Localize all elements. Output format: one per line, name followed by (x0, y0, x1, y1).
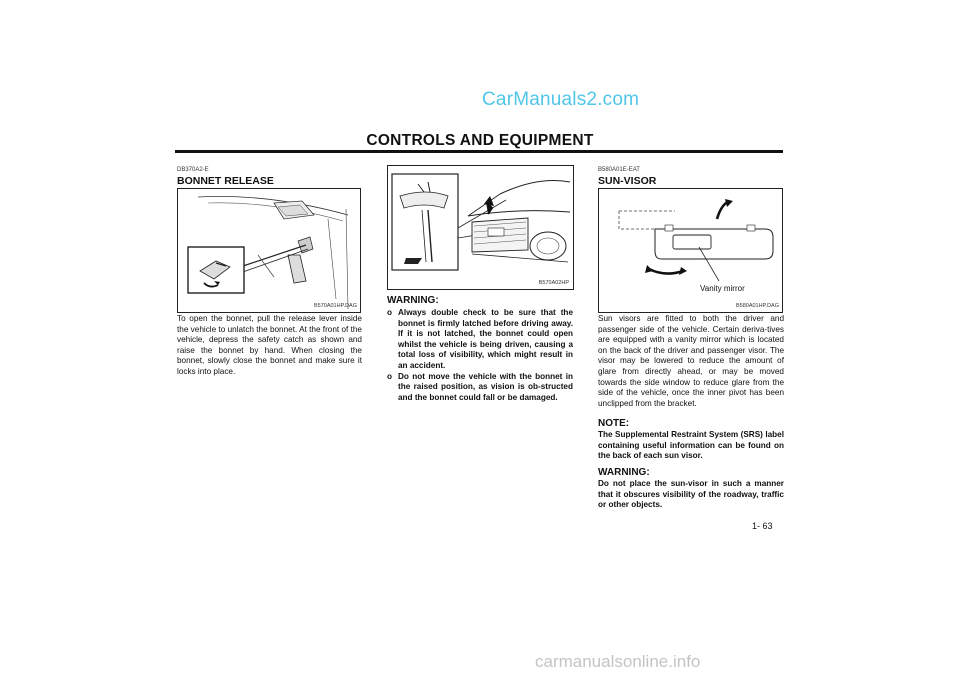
page-number: 1- 63 (752, 521, 773, 531)
bonnet-safety-catch-illustration (388, 166, 573, 289)
sun-visor-illustration (599, 189, 782, 312)
bonnet-release-lever-illustration (178, 189, 360, 312)
sun-visor-figure (598, 188, 783, 313)
bonnet-release-lever-figure (177, 188, 361, 313)
warning-item-text: Do not move the vehicle with the bonnet in the raised position, as vision is ob-structed and the bonnet could fall or be damaged. (398, 371, 573, 402)
warning-text-sun-visor: Do not place the sun-visor in such a manner that it obscures visibility of the roadway, traffic or other objects. (598, 479, 784, 510)
bonnet-release-body: To open the bonnet, pull the release lever inside the vehicle to unlatch the bonnet. At the front of the vehicle, depress the safety catch as shown and raise the bonnet by hand. When closing the bonnet, slowly close the bonnet and make sure it locks into place. (177, 314, 362, 376)
header-rule (175, 150, 783, 153)
vanity-mirror-label: Vanity mirror (700, 284, 745, 293)
warning-list-bonnet (387, 308, 573, 403)
figure-caption-sun-visor: B580A01HP.DAG (735, 303, 779, 309)
figure-caption-bonnet-catch: B570A02HP (538, 280, 569, 286)
bullet-marker: o (387, 308, 393, 317)
warning-item-text: Always double check to be sure that the bonnet is firmly latched before driving away. If it is not latched, the bonnet could open whilst the vehicle is being driven, causing a total loss of visibility, which might result in an accident. (398, 308, 573, 370)
note-title: NOTE: (598, 418, 630, 429)
warning-item (387, 372, 573, 404)
section-title-sun-visor: SUN-VISOR (598, 175, 657, 187)
bonnet-safety-catch-figure (387, 165, 574, 290)
section-code-bonnet: DB370A2-E (177, 167, 209, 173)
warning-title-sun-visor: WARNING: (598, 467, 650, 478)
note-text-srs: The Supplemental Restraint System (SRS) label containing useful information can be found on the back of each sun visor. (598, 430, 784, 461)
section-title-bonnet-release: BONNET RELEASE (177, 175, 274, 187)
watermark-carmanuals2[interactable]: CarManuals2.com (482, 89, 640, 110)
warning-item (387, 308, 573, 372)
sun-visor-body: Sun visors are fitted to both the driver and passenger side of the vehicle. Certain deriva-tives are equipped with a vanity mirror which is located on the back of the driver and passenger visor. The visor may be lowered to reduce the amount of glare from directly ahead, or may be moved towards the side window to reduce glare from the side of the vehicle, once the inner pivot has been unclipped from the bracket. (598, 314, 784, 408)
bullet-marker: o (387, 371, 393, 381)
page-header-title: CONTROLS AND EQUIPMENT (366, 132, 594, 149)
section-code-sun-visor: B580A01E-EAT (598, 167, 640, 173)
figure-caption-bonnet: B570A01HP.DAG (313, 303, 357, 309)
watermark-carmanualsonline[interactable]: carmanualsonline.info (535, 652, 701, 671)
warning-title-bonnet: WARNING: (387, 295, 439, 306)
